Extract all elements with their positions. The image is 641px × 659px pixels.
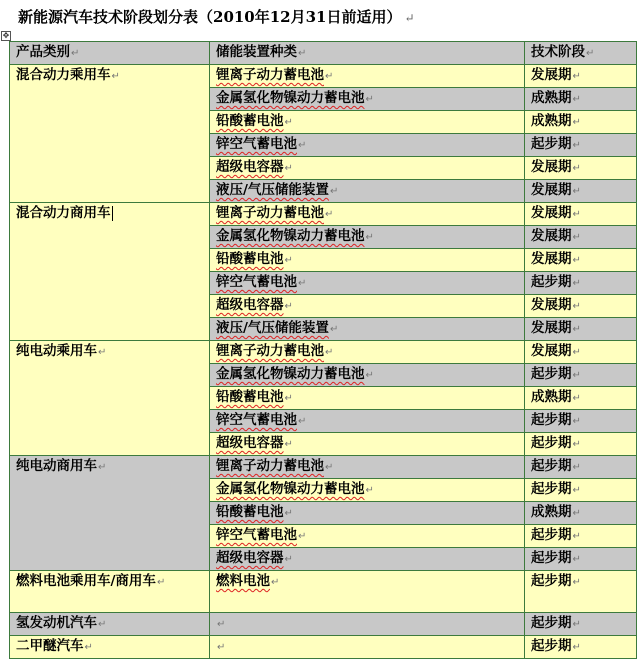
stage-cell[interactable] [525,364,637,387]
stage-cell[interactable] [525,157,637,180]
stage-label: 发展期 [531,67,572,83]
storage-cell[interactable] [210,111,525,134]
stage-label: 起步期 [531,527,572,543]
paragraph-mark-icon: ↵ [284,554,293,565]
table-row [10,65,637,88]
storage-cell[interactable] [210,272,525,295]
category-label: 纯电动商用车 [16,458,97,474]
storage-label: 液压/气压储能装置 [216,182,329,198]
paragraph-mark-icon: ↵ [404,11,415,25]
stage-label: 发展期 [531,297,572,313]
stage-cell[interactable] [525,636,637,659]
category-label: 纯电动乘用车 [16,343,97,359]
paragraph-mark-icon: ↵ [572,140,581,151]
storage-label: 铅酸蓄电池 [216,389,284,405]
stage-label: 起步期 [531,435,572,451]
paragraph-mark-icon: ↵ [572,301,581,312]
paragraph-mark-icon: ↵ [572,186,581,197]
paragraph-mark-icon: ↵ [98,619,107,630]
storage-label: 金属氢化物镍动力蓄电池 [216,481,365,497]
paragraph-mark-icon: ↵ [365,94,374,105]
header-storage[interactable]: 储能装置种类↵ [210,42,525,65]
paragraph-mark-icon: ↵ [365,485,374,496]
paragraph-mark-icon: ↵ [365,232,374,243]
paragraph-mark-icon: ↵ [284,255,293,266]
storage-label: 锂离子动力蓄电池 [216,205,324,221]
paragraph-mark-icon: ↵ [325,71,334,82]
paragraph-mark-icon: ↵ [284,301,293,312]
stage-label: 起步期 [531,615,572,631]
storage-label: 铅酸蓄电池 [216,251,284,267]
paragraph-mark-icon: ↵ [217,619,226,630]
category-cell[interactable] [10,203,210,341]
paragraph-mark-icon: ↵ [325,462,334,473]
paragraph-mark-icon: ↵ [325,209,334,220]
storage-cell[interactable] [210,456,525,479]
stage-cell[interactable] [525,479,637,502]
storage-label: 铅酸蓄电池 [216,113,284,129]
stage-label: 起步期 [531,638,572,654]
stage-cell[interactable] [525,134,637,157]
paragraph-mark-icon: ↵ [572,393,581,404]
storage-cell[interactable] [210,180,525,203]
storage-label: 锌空气蓄电池 [216,412,297,428]
storage-cell[interactable] [210,613,525,636]
paragraph-mark-icon: ↵ [572,117,581,128]
stage-cell[interactable] [525,525,637,548]
storage-cell[interactable] [210,157,525,180]
paragraph-mark-icon: ↵ [98,347,107,358]
storage-cell[interactable] [210,548,525,571]
paragraph-mark-icon: ↵ [284,439,293,450]
paragraph-mark-icon: ↵ [572,619,581,630]
storage-cell[interactable] [210,571,525,613]
stage-cell[interactable] [525,295,637,318]
stage-label: 发展期 [531,182,572,198]
header-stage[interactable]: 技术阶段↵ [525,42,637,65]
storage-label: 液压/气压储能装置 [216,320,329,336]
storage-label: 金属氢化物镍动力蓄电池 [216,228,365,244]
paragraph-mark-icon: ↵ [572,416,581,427]
stage-cell[interactable] [525,456,637,479]
paragraph-mark-icon: ↵ [111,71,120,82]
paragraph-mark-icon: ↵ [284,163,293,174]
storage-label: 金属氢化物镍动力蓄电池 [216,366,365,382]
storage-cell[interactable] [210,502,525,525]
paragraph-mark-icon: ↵ [284,117,293,128]
storage-cell[interactable] [210,88,525,111]
paragraph-mark-icon: ↵ [298,278,307,289]
paragraph-mark-icon: ↵ [572,324,581,335]
text-cursor [112,206,113,221]
stage-label: 成熟期 [531,389,572,405]
stage-cell[interactable] [525,548,637,571]
paragraph-mark-icon: ↵ [572,577,581,588]
storage-cell[interactable] [210,226,525,249]
storage-cell[interactable] [210,433,525,456]
paragraph-mark-icon: ↵ [298,531,307,542]
table-move-handle-icon[interactable]: ✥ [2,31,10,40]
document-title [18,6,415,28]
stage-cell[interactable] [525,226,637,249]
stage-label: 起步期 [531,550,572,566]
storage-cell[interactable] [210,364,525,387]
stage-cell[interactable] [525,65,637,88]
paragraph-mark-icon: ↵ [98,462,107,473]
storage-cell[interactable] [210,525,525,548]
stage-cell[interactable] [525,613,637,636]
table-row [10,341,637,364]
table-row [10,456,637,479]
storage-cell[interactable] [210,479,525,502]
stage-label: 起步期 [531,274,572,290]
stage-cell[interactable] [525,410,637,433]
paragraph-mark-icon: ↵ [572,485,581,496]
category-cell[interactable] [10,571,210,613]
storage-label: 燃料电池 [216,573,270,589]
paragraph-mark-icon: ↵ [572,554,581,565]
table-row [10,636,637,659]
stage-label: 发展期 [531,251,572,267]
paragraph-mark-icon: ↵ [572,209,581,220]
stage-label: 发展期 [531,228,572,244]
header-row [10,42,637,65]
stage-label: 成熟期 [531,113,572,129]
storage-cell[interactable] [210,249,525,272]
storage-cell[interactable] [210,410,525,433]
stage-cell[interactable] [525,272,637,295]
stage-label: 发展期 [531,320,572,336]
category-cell[interactable] [10,65,210,203]
paragraph-mark-icon: ↵ [572,347,581,358]
category-label: 氢发动机汽车 [16,615,97,631]
paragraph-mark-icon: ↵ [572,255,581,266]
stage-cell[interactable] [525,318,637,341]
paragraph-mark-icon: ↵ [329,186,339,197]
paragraph-mark-icon: ↵ [284,393,293,404]
paragraph-mark-icon: ↵ [325,347,334,358]
category-cell[interactable] [10,636,210,659]
paragraph-mark-icon: ↵ [572,508,581,519]
stage-label: 成熟期 [531,90,572,106]
storage-label: 铅酸蓄电池 [216,504,284,520]
stage-label: 起步期 [531,412,572,428]
category-label: 混合动力乘用车 [16,67,111,83]
paragraph-mark-icon: ↵ [365,370,374,381]
stage-cell[interactable] [525,88,637,111]
stage-cell[interactable] [525,341,637,364]
storage-cell[interactable] [210,341,525,364]
paragraph-mark-icon: ↵ [572,71,581,82]
paragraph-mark-icon: ↵ [156,577,166,588]
storage-label: 超级电容器 [216,435,284,451]
paragraph-mark-icon: ↵ [572,642,581,653]
category-label: 燃料电池乘用车/商用车 [16,573,156,589]
storage-cell[interactable] [210,295,525,318]
storage-label: 锂离子动力蓄电池 [216,458,324,474]
storage-label: 超级电容器 [216,550,284,566]
stage-cell[interactable] [525,111,637,134]
stage-cell[interactable] [525,502,637,525]
storage-cell[interactable] [210,134,525,157]
paragraph-mark-icon: ↵ [217,642,226,653]
storage-label: 金属氢化物镍动力蓄电池 [216,90,365,106]
stage-cell[interactable] [525,433,637,456]
stage-label: 起步期 [531,481,572,497]
category-label: 二甲醚汽车 [16,638,84,654]
category-cell[interactable] [10,341,210,456]
paragraph-mark-icon: ↵ [572,531,581,542]
table-row [10,571,637,613]
header-category[interactable]: 产品类别↵ [10,42,210,65]
stage-label: 成熟期 [531,504,572,520]
stage-label: 发展期 [531,343,572,359]
stage-label: 发展期 [531,205,572,221]
storage-label: 超级电容器 [216,297,284,313]
storage-label: 锌空气蓄电池 [216,527,297,543]
paragraph-mark-icon: ↵ [298,416,307,427]
table-body [10,65,637,659]
stage-table [9,41,637,659]
stage-cell[interactable] [525,249,637,272]
storage-label: 锌空气蓄电池 [216,274,297,290]
storage-label: 锌空气蓄电池 [216,136,297,152]
storage-label: 锂离子动力蓄电池 [216,343,324,359]
storage-cell[interactable] [210,203,525,226]
paragraph-mark-icon: ↵ [572,370,581,381]
stage-cell[interactable] [525,571,637,613]
paragraph-mark-icon: ↵ [84,642,93,653]
stage-cell[interactable] [525,387,637,410]
storage-cell[interactable] [210,65,525,88]
paragraph-mark-icon: ↵ [271,577,280,588]
stage-cell[interactable] [525,180,637,203]
stage-label: 起步期 [531,573,572,589]
paragraph-mark-icon: ↵ [572,232,581,243]
stage-label: 起步期 [531,136,572,152]
storage-cell[interactable] [210,636,525,659]
paragraph-mark-icon: ↵ [572,163,581,174]
stage-label: 起步期 [531,366,572,382]
stage-label: 起步期 [531,458,572,474]
storage-cell[interactable] [210,318,525,341]
stage-label: 发展期 [531,159,572,175]
category-label: 混合动力商用车 [16,205,111,221]
paragraph-mark-icon: ↵ [298,140,307,151]
storage-label: 锂离子动力蓄电池 [216,67,324,83]
storage-label: 超级电容器 [216,159,284,175]
paragraph-mark-icon: ↵ [329,324,339,335]
paragraph-mark-icon: ↵ [572,278,581,289]
category-cell[interactable] [10,456,210,571]
storage-cell[interactable] [210,387,525,410]
paragraph-mark-icon: ↵ [572,94,581,105]
category-cell[interactable] [10,613,210,636]
paragraph-mark-icon: ↵ [284,508,293,519]
title-text: 新能源汽车技术阶段划分表（2010年12月31日前适用） [18,8,402,26]
paragraph-mark-icon: ↵ [572,439,581,450]
stage-cell[interactable] [525,203,637,226]
table-row [10,613,637,636]
paragraph-mark-icon: ↵ [572,462,581,473]
table-row [10,203,637,226]
